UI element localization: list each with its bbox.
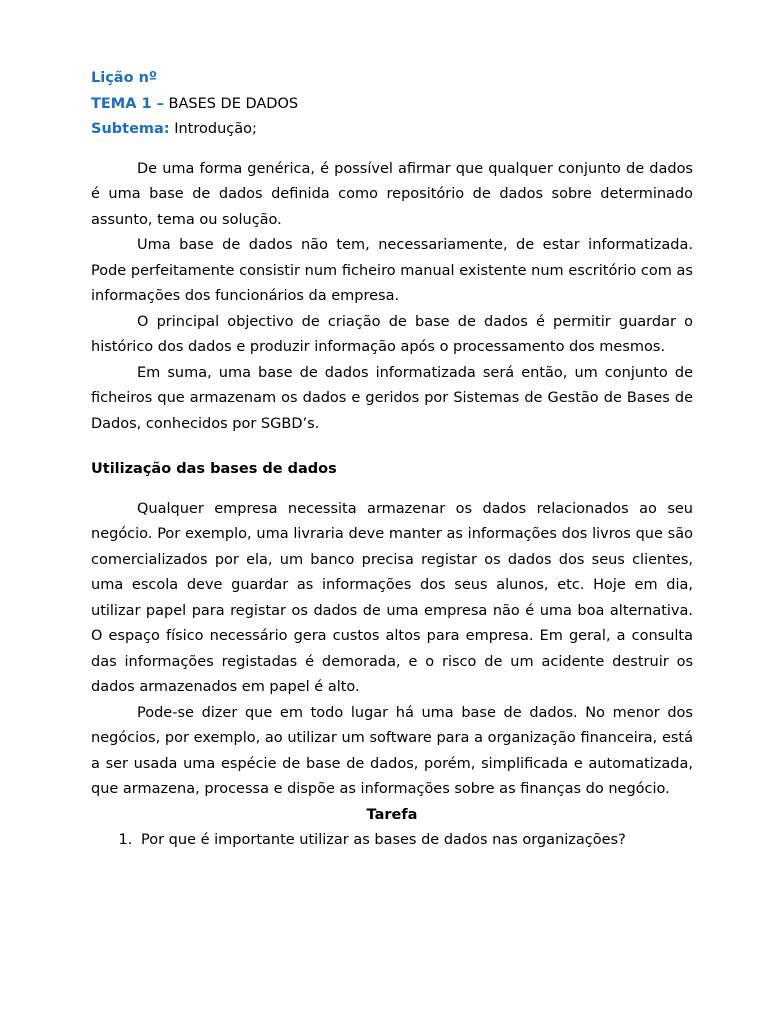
usage-section (91, 497, 693, 803)
task-item: 1. Por que é importante utilizar as bases de dados nas organizações? (137, 828, 693, 854)
theme-label: TEMA 1 – (91, 95, 164, 112)
lesson-number-line (91, 66, 693, 92)
intro-paragraph-4: Em suma, uma base de dados informatizada será então, um conjunto de ficheiros que armazenam os dados e geridos por Sistemas de Gestão de Bases de Dados, conhecidos por SGBD’s. (91, 364, 693, 432)
intro-paragraph-1: De uma forma genérica, é possível afirmar que qualquer conjunto de dados é uma base de dados definida como repositório de dados sobre determinado assunto, tema ou solução. (91, 160, 693, 228)
intro-paragraph-3: O principal objectivo de criação de base de dados é permitir guardar o histórico dos dados e produzir informação após o processamento dos mesmos. (91, 313, 693, 355)
subtheme-line (91, 117, 693, 143)
task-list (91, 828, 693, 854)
intro-section (91, 157, 693, 438)
task-heading: Tarefa (366, 806, 418, 823)
theme-line (91, 92, 693, 118)
section-heading: Utilização das bases de dados (91, 461, 337, 477)
usage-paragraph-2: Pode-se dizer que em todo lugar há uma base de dados. No menor dos negócios, por exemplo, ao utilizar um software para a organização financeira, está a ser usada uma espécie de base de dados, porém, simplificada e automatizada, que armazena, processa e dispõe as informações sobre as finanças do negócio. (91, 704, 693, 797)
intro-paragraph-2: Uma base de dados não tem, necessariamente, de estar informatizada. Pode perfeitamente consistir num ficheiro manual existente num escritório com as informações dos funcionários da empresa. (91, 237, 693, 304)
lesson-label: Lição nº (91, 70, 158, 86)
subtheme-value: Introdução; (174, 121, 257, 137)
theme-value: BASES DE DADOS (168, 95, 299, 112)
usage-paragraph-1: Qualquer empresa necessita armazenar os dados relacionados ao seu negócio. Por exemplo, uma livraria deve manter as informações dos livros que são comercializados por ela, um banco precisa registar os dados dos seus clientes, uma escola deve guardar as informações dos seus alunos, etc. Hoje em dia, utilizar papel para registar os dados de uma empresa não é uma boa alternativa. O espaço físico necessário gera custos altos para empresa. Em geral, a consulta das informações registadas é demorada, e o risco de um acidente destruir os dados armazenados em papel é alto. (91, 500, 693, 695)
lesson-header (91, 66, 693, 143)
subtheme-label: Subtema: (91, 121, 170, 137)
